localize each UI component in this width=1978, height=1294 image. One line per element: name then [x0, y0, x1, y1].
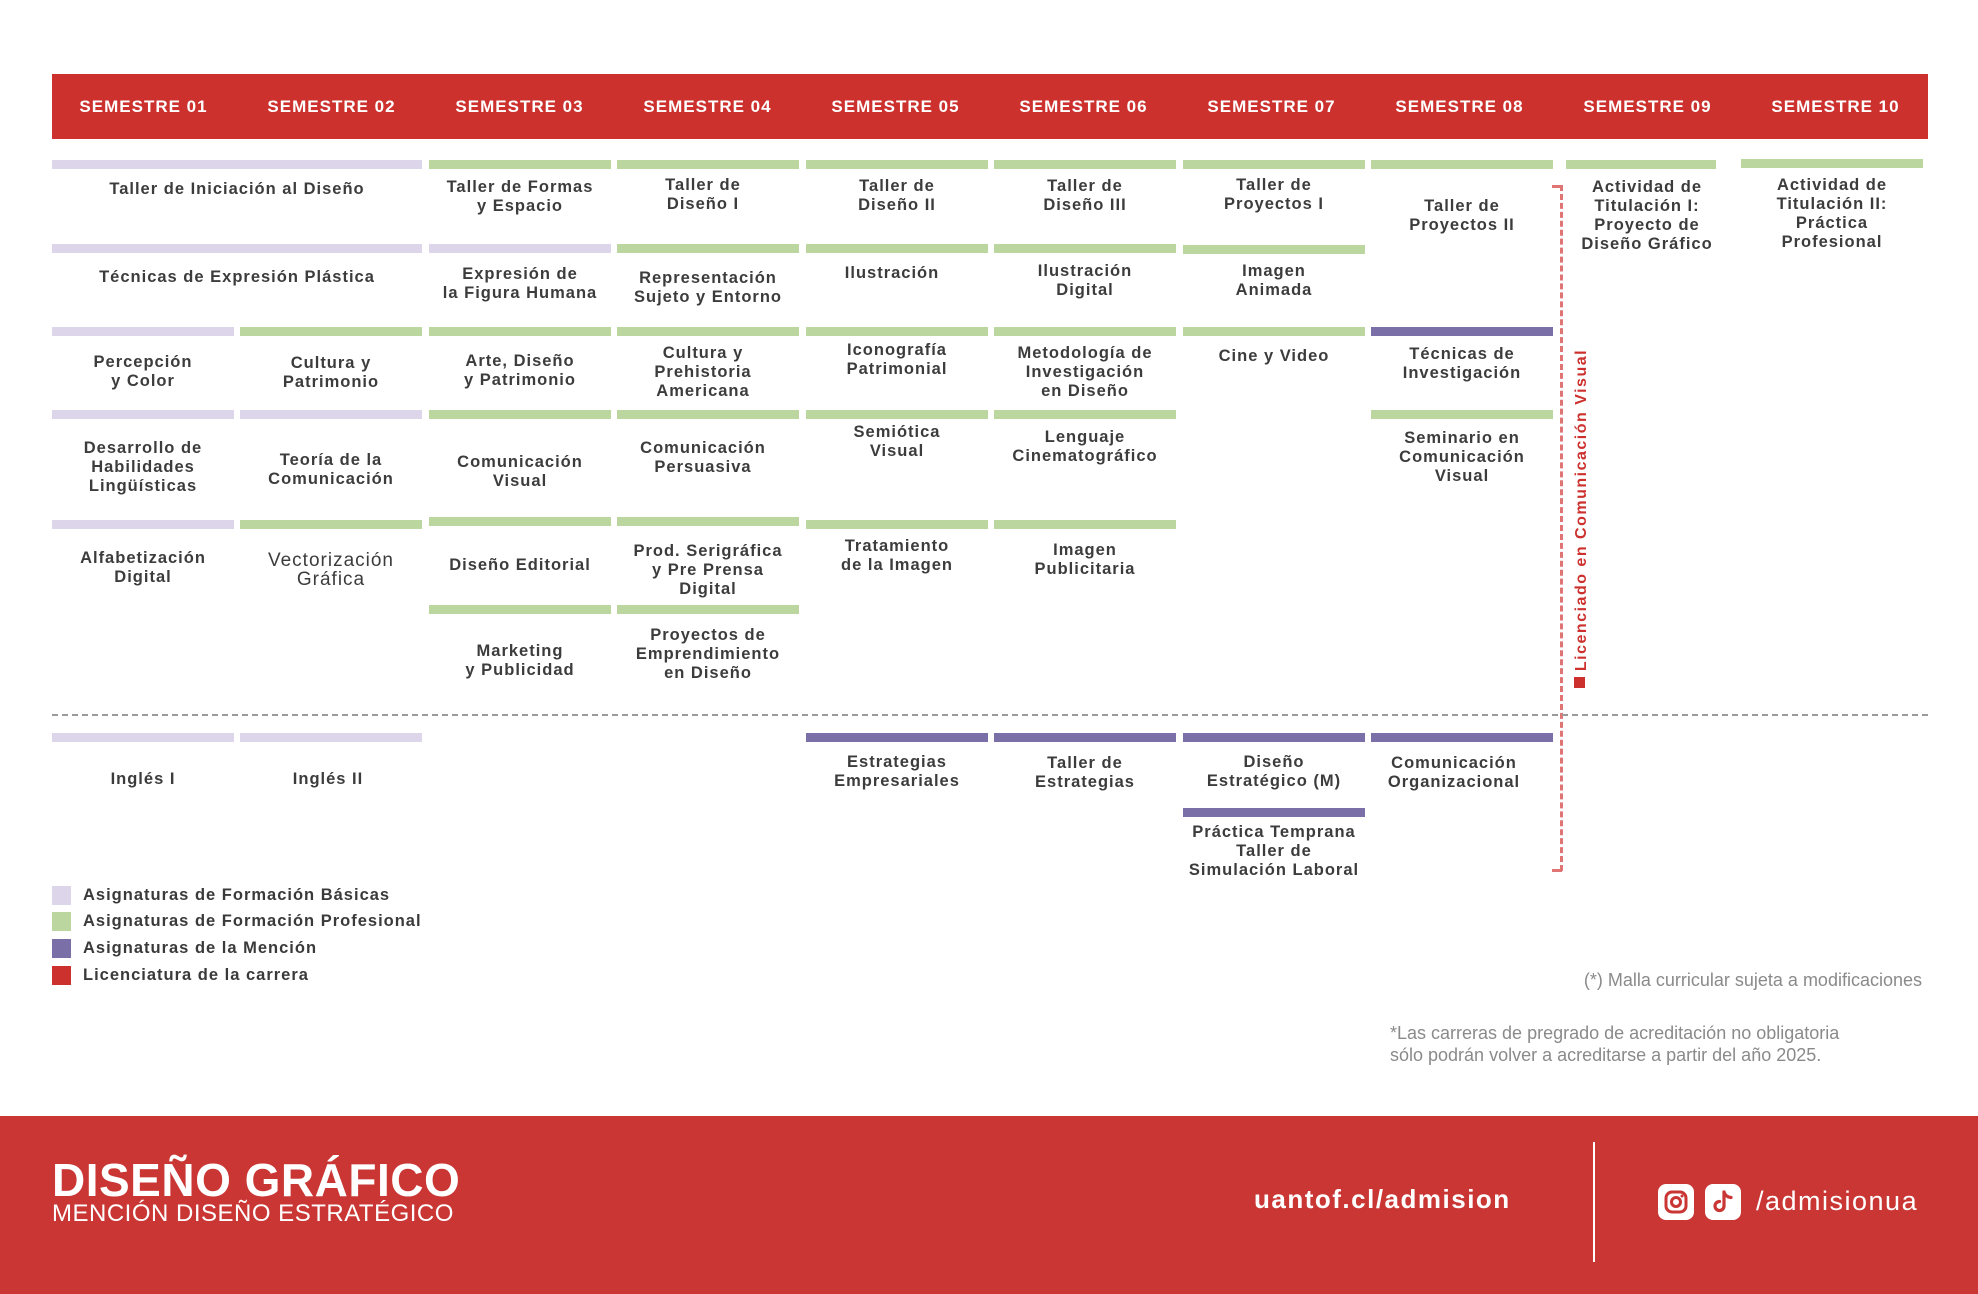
subject-bar: [1741, 159, 1923, 168]
licenciatura-divider: [1560, 185, 1563, 871]
subject-ilustracion: Ilustración: [844, 264, 940, 282]
semester-09-label: SEMESTRE 09: [1583, 97, 1712, 116]
subject-marketing-publicidad: Marketing y Publicidad: [465, 642, 575, 679]
subject-tecnicas-expresion: Técnicas de Expresión Plástica: [99, 268, 375, 286]
subject-titulacion-1: Actividad de Titulación I: Proyecto de Diseño Gráfico: [1581, 178, 1713, 253]
program-title: DISEÑO GRÁFICO: [52, 1154, 461, 1206]
subject-comunicacion-organizacional: Comunicación Organizacional: [1387, 754, 1521, 791]
subject-arte-diseno-patrimonio: Arte, Diseño y Patrimonio: [464, 352, 576, 389]
social-handle[interactable]: /admisionua: [1756, 1186, 1919, 1216]
subject-semiotica-visual: Semiótica Visual: [853, 423, 941, 460]
mencion-divider: [52, 714, 1928, 716]
subject-estrategias-empresariales: Estrategias Empresariales: [834, 753, 960, 790]
subject-bar: [429, 327, 611, 336]
subject-taller-estrategias: Taller de Estrategias: [1035, 754, 1135, 791]
subject-bar: [994, 733, 1176, 742]
subject-bar: [52, 733, 234, 742]
subject-bar: [429, 517, 611, 526]
subject-taller-diseno-3: Taller de Diseño III: [1043, 177, 1127, 214]
subject-teoria-comunicacion: Teoría de la Comunicación: [268, 451, 394, 488]
subject-metodologia-investigacion: Metodología de Investigación en Diseño: [1017, 344, 1153, 400]
subject-seminario-comunicacion: Seminario en Comunicación Visual: [1399, 429, 1525, 485]
subject-prehistoria-americana: Cultura y Prehistoria Americana: [654, 344, 752, 400]
subject-bar: [617, 244, 799, 253]
subject-bar: [1371, 160, 1553, 169]
subject-bar: [806, 520, 988, 529]
subject-bar: [1371, 410, 1553, 419]
subject-ingles-2: Inglés II: [292, 770, 364, 788]
licenciatura-tick: [1552, 869, 1562, 872]
subject-bar: [806, 160, 988, 169]
subject-bar: [617, 605, 799, 614]
semester-03-label: SEMESTRE 03: [455, 97, 584, 116]
subject-taller-diseno-2: Taller de Diseño II: [858, 177, 936, 214]
subject-bar: [429, 605, 611, 614]
semester-10-label: SEMESTRE 10: [1771, 97, 1900, 116]
subject-representacion: Representación Sujeto y Entorno: [634, 269, 782, 306]
instagram-icon[interactable]: [1658, 1184, 1694, 1220]
semester-02-label: SEMESTRE 02: [267, 97, 396, 116]
subject-bar: [240, 327, 422, 336]
semester-01-label: SEMESTRE 01: [79, 97, 208, 116]
subject-bar: [1183, 160, 1365, 169]
subject-bar: [1183, 808, 1365, 817]
admission-link[interactable]: uantof.cl/admision: [1254, 1184, 1511, 1214]
licenciatura-tick: [1552, 185, 1562, 188]
subject-taller-proyectos-1: Taller de Proyectos I: [1224, 176, 1324, 213]
semester-04-label: SEMESTRE 04: [643, 97, 772, 116]
modificaciones-note: (*) Malla curricular sujeta a modificaciones: [1583, 970, 1922, 990]
subject-bar: [1183, 245, 1365, 254]
subject-bar: [240, 733, 422, 742]
subject-bar: [994, 410, 1176, 419]
subject-bar: [52, 327, 234, 336]
footer-divider: [1593, 1142, 1595, 1262]
subject-tecnicas-investigacion: Técnicas de Investigación: [1402, 345, 1522, 382]
subject-bar: [617, 517, 799, 526]
subject-alfabetizacion-digital: Alfabetización Digital: [80, 549, 206, 586]
licenciatura-marker: [1574, 677, 1585, 688]
legend-swatch: [52, 939, 71, 958]
semester-08-label: SEMESTRE 08: [1395, 97, 1524, 116]
subject-comunicacion-visual: Comunicación Visual: [457, 453, 583, 490]
footer: [0, 1116, 1978, 1294]
subject-taller-formas-espacio: Taller de Formas y Espacio: [446, 178, 594, 215]
subject-taller-diseno-1: Taller de Diseño I: [665, 176, 741, 213]
subject-bar: [240, 410, 422, 419]
subject-bar: [806, 410, 988, 419]
legend-swatch: [52, 886, 71, 905]
subject-figura-humana: Expresión de la Figura Humana: [442, 265, 598, 302]
subject-bar: [617, 160, 799, 169]
subject-percepcion-color: Percepción y Color: [93, 353, 193, 390]
subject-bar: [1183, 733, 1365, 742]
program-subtitle: MENCIÓN DISEÑO ESTRATÉGICO: [52, 1200, 454, 1227]
subject-bar: [52, 160, 422, 169]
subject-ingles-1: Inglés I: [110, 770, 176, 788]
subject-bar: [806, 244, 988, 253]
subject-bar: [617, 410, 799, 419]
tiktok-icon[interactable]: [1705, 1184, 1741, 1220]
subject-diseno-editorial: Diseño Editorial: [449, 556, 591, 574]
subject-imagen-publicitaria: Imagen Publicitaria: [1034, 541, 1136, 578]
subject-taller-proyectos-2: Taller de Proyectos II: [1409, 197, 1515, 234]
legend-swatch: [52, 912, 71, 931]
subject-bar: [1371, 327, 1553, 336]
subject-bar: [994, 244, 1176, 253]
semester-header: [52, 74, 1928, 139]
subject-bar: [52, 520, 234, 529]
subject-bar: [240, 520, 422, 529]
subject-prod-serigrafica: Prod. Serigráfica y Pre Prensa Digital: [633, 542, 783, 598]
subject-bar: [806, 733, 988, 742]
subject-cine-video: Cine y Video: [1218, 347, 1330, 365]
subject-ilustracion-digital: Ilustración Digital: [1037, 262, 1133, 299]
subject-bar: [1371, 733, 1553, 742]
subject-iconografia: Iconografía Patrimonial: [846, 341, 948, 378]
subject-comunicacion-persuasiva: Comunicación Persuasiva: [640, 439, 766, 476]
subject-bar: [1566, 160, 1716, 169]
subject-bar: [994, 327, 1176, 336]
licenciatura-label: Licenciado en Comunicación Visual: [1573, 348, 1590, 672]
subject-bar: [994, 520, 1176, 529]
subject-bar: [806, 327, 988, 336]
semester-05-label: SEMESTRE 05: [831, 97, 960, 116]
subject-bar: [429, 244, 611, 253]
subject-titulacion-2: Actividad de Titulación II: Práctica Profesional: [1776, 176, 1888, 251]
subject-vectorizacion-grafica: Vectorización Gráfica: [267, 550, 394, 590]
subject-taller-iniciacion: Taller de Iniciación al Diseño: [109, 180, 365, 198]
subject-bar: [429, 410, 611, 419]
subject-diseno-estrategico: Diseño Estratégico (M): [1206, 753, 1342, 790]
subject-bar: [52, 410, 234, 419]
subject-cultura-patrimonio: Cultura y Patrimonio: [282, 354, 380, 391]
subject-bar: [52, 244, 422, 253]
subject-bar: [1183, 327, 1365, 336]
acreditacion-note: *Las carreras de pregrado de acreditación no obligatoria sólo podrán volver a acreditarse a partir del año 2025.: [1390, 1023, 1840, 1065]
subject-tratamiento-imagen: Tratamiento de la Imagen: [841, 537, 953, 574]
subject-practica-temprana: Práctica Temprana Taller de Simulación Laboral: [1188, 823, 1360, 879]
legend-swatch: [52, 966, 71, 985]
subject-bar: [429, 160, 611, 169]
semester-06-label: SEMESTRE 06: [1019, 97, 1148, 116]
subject-imagen-animada: Imagen Animada: [1235, 262, 1313, 299]
subject-habilidades-linguisticas: Desarrollo de Habilidades Lingüísticas: [83, 439, 203, 495]
subject-bar: [994, 160, 1176, 169]
subject-bar: [617, 327, 799, 336]
semester-07-label: SEMESTRE 07: [1207, 97, 1336, 116]
subject-lenguaje-cinematografico: Lenguaje Cinematográfico: [1012, 428, 1158, 465]
subject-emprendimiento: Proyectos de Emprendimiento en Diseño: [635, 626, 781, 682]
